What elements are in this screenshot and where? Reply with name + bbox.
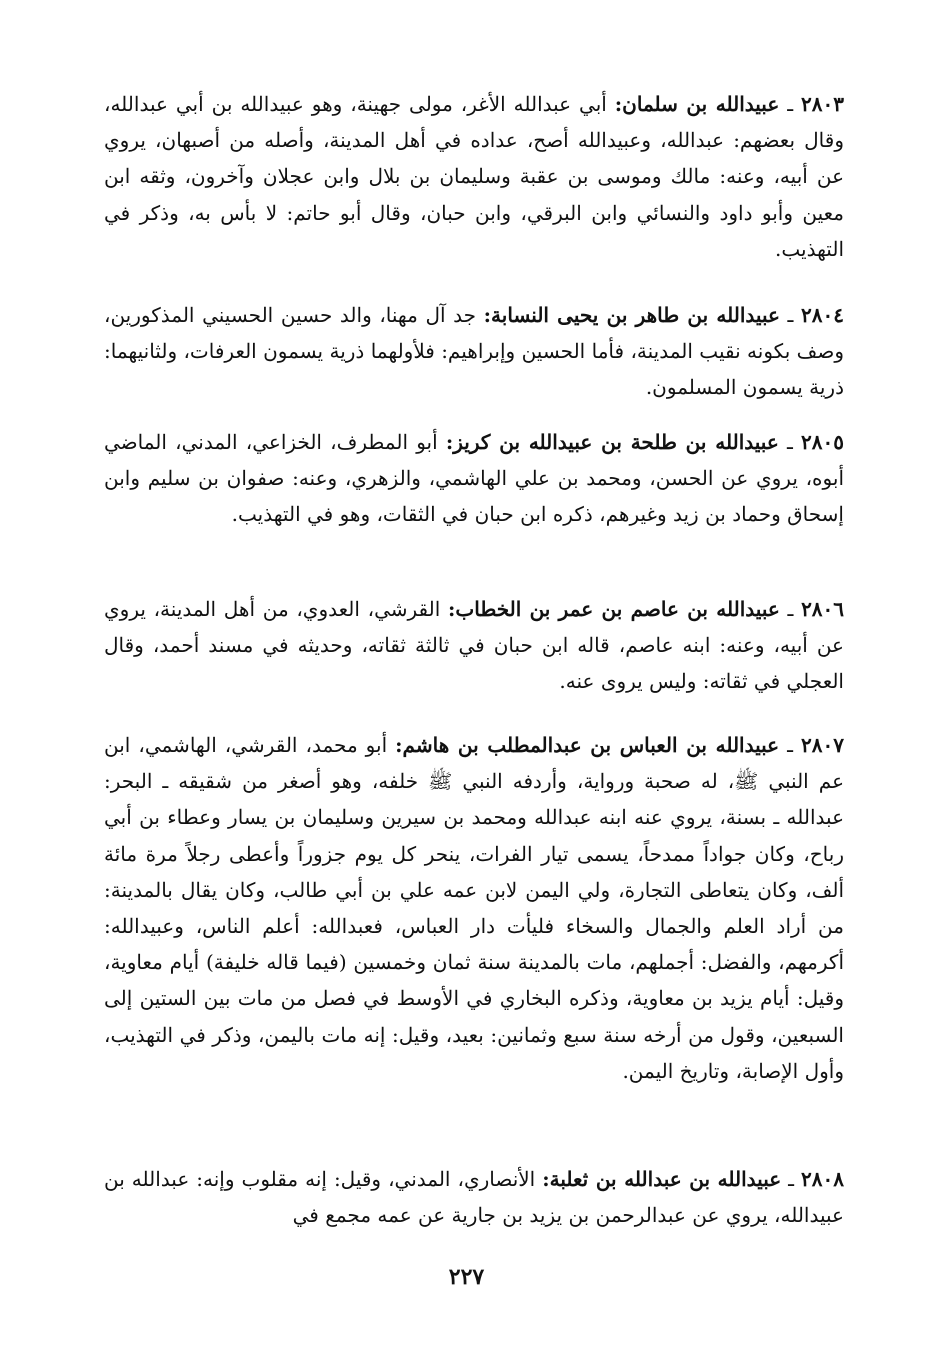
- page-number: ٢٢٧: [448, 1264, 485, 1290]
- entry-body: القرشي، العدوي، من أهل المدينة، يروي عن أبيه، وعنه: ابنه عاصم، قاله ابن حبان في ثالثة ثقاته، وحديثه في مسند أحمد، وقال العجلي في ثقاته: وليس يروى عنه.: [104, 597, 844, 694]
- entry-paragraph: ٢٨٠٨ ـ عبيدالله بن عبدالله بن ثعلبة: الأنصاري، المدني، وقيل: إنه مقلوب وإنه: عبدالله بن عبيدالله، يروي عن عبدالرحمن بن يزيد بن جارية عن عمه مجمع في: [104, 1167, 844, 1228]
- entry-number: ٢٨٠٣: [801, 92, 844, 116]
- entry-heading: عبيدالله بن العباس بن عبدالمطلب بن هاشم:: [395, 733, 780, 757]
- entry-heading: عبيدالله بن طاهر بن يحيى النسابة:: [483, 303, 780, 327]
- entry-heading: عبيدالله بن عاصم بن عمر بن الخطاب:: [448, 597, 780, 621]
- entry-body: الأنصاري، المدني، وقيل: إنه مقلوب وإنه: عبدالله بن عبيدالله، يروي عن عبدالرحمن بن يزيد بن جارية عن عمه مجمع في: [104, 1167, 844, 1228]
- entry-2804: [104, 297, 844, 406]
- entry-paragraph: ٢٨٠٥ ـ عبيدالله بن طلحة بن عبيدالله بن كريز: أبو المطرف، الخزاعي، المدني، الماضي أبوه، يروي عن الحسن، ومحمد بن علي الهاشمي، والزهري، وعنه: صفوان بن سليم وابن إسحاق وحماد بن زيد وغيرهم، ذكره ابن حبان في الثقات، وهو في التهذيب.: [104, 430, 844, 527]
- entry-2806: [104, 591, 844, 700]
- entry-number: ٢٨٠٤: [801, 303, 844, 327]
- entry-heading: عبيدالله بن سلمان:: [614, 92, 780, 116]
- entry-body: أبو محمد، القرشي، الهاشمي، ابن عم النبي ﷺ، له صحبة ورواية، وأردفه النبي ﷺ خلفه، وهو أصغر من شقيقه ـ البحر: عبدالله ـ بسنة، يروي عنه ابنه عبدالله ومحمد بن سيرين وسليمان بن يسار وعطاء بن أبي رباح، وكان جواداً ممدحاً، يسمى تيار الفرات، ينحر كل يوم جزوراً وأعطى رجلاً مرة مائة ألف، وكان يتعاطى التجارة، ولي اليمن لابن عمه علي بن أبي طالب، وكان يقال بالمدينة: من أراد العلم والجمال والسخاء فليأت دار العباس، فعبدالله: أعلم الناس، وعبيدالله: أكرمهم، والفضل: أجملهم، مات بالمدينة سنة ثمان وخمسين (فيما قاله خليفة) أيام معاوية، وقيل: أيام يزيد بن معاوية، وذكره البخاري في الأوسط في فصل من مات بين الستين إلى السبعين، وقول من أرخه سنة سبع وثمانين: بعيد، وقيل: إنه مات باليمن، وذكر في التهذيب، وأول الإصابة، وتاريخ اليمن.: [104, 733, 844, 1083]
- entry-number: ٢٨٠٧: [801, 733, 844, 757]
- entry-paragraph: ٢٨٠٣ ـ عبيدالله بن سلمان: أبي عبدالله الأغر، مولى جهينة، وهو عبيدالله بن أبي عبدالله، وقال بعضهم: عبدالله، وعبيدالله أصح، عداده في أهل المدينة، وأصله من أصبهان، يروي عن أبيه، وعنه: مالك وموسى بن عقبة وسليمان بن بلال وابن عجلان وآخرون، وثقه ابن معين وأبو داود والنسائي وابن البرقي، وابن حبان، وقال أبو حاتم: لا بأس به، وذكر في التهذيب.: [104, 92, 844, 261]
- entry-paragraph: ٢٨٠٤ ـ عبيدالله بن طاهر بن يحيى النسابة: جد آل مهنا، والد حسين الحسيني المذكورين، وصف بكونه نقيب المدينة، فأما الحسين وإبراهيم: فلأولهما ذرية يسمون العرفات، ولثانيهما: ذرية يسمون المسلمون.: [104, 303, 844, 400]
- entry-2805: [104, 424, 844, 533]
- entry-body: جد آل مهنا، والد حسين الحسيني المذكورين، وصف بكونه نقيب المدينة، فأما الحسين وإبراهيم: فلأولهما ذرية يسمون العرفات، ولثانيهما: ذرية يسمون المسلمون.: [104, 303, 844, 400]
- entry-2803: [104, 86, 844, 267]
- entry-body: أبي عبدالله الأغر، مولى جهينة، وهو عبيدالله بن أبي عبدالله، وقال بعضهم: عبدالله، وعبيدالله أصح، عداده في أهل المدينة، وأصله من أصبهان، يروي عن أبيه، وعنه: مالك وموسى بن عقبة وسليمان بن بلال وابن عجلان وآخرون، وثقه ابن معين وأبو داود والنسائي وابن البرقي، وابن حبان، وقال أبو حاتم: لا بأس به، وذكر في التهذيب.: [104, 92, 844, 261]
- entry-heading: عبيدالله بن طلحة بن عبيدالله بن كريز:: [445, 430, 779, 454]
- entry-number: ٢٨٠٥: [801, 430, 844, 454]
- entry-number: ٢٨٠٨: [801, 1167, 844, 1191]
- entry-number: ٢٨٠٦: [801, 597, 844, 621]
- entry-2808: [104, 1161, 844, 1233]
- entry-body: أبو المطرف، الخزاعي، المدني، الماضي أبوه، يروي عن الحسن، ومحمد بن علي الهاشمي، والزهري، وعنه: صفوان بن سليم وابن إسحاق وحماد بن زيد وغيرهم، ذكره ابن حبان في الثقات، وهو في التهذيب.: [104, 430, 844, 527]
- entry-paragraph: ٢٨٠٧ ـ عبيدالله بن العباس بن عبدالمطلب بن هاشم: أبو محمد، القرشي، الهاشمي، ابن عم النبي ﷺ، له صحبة ورواية، وأردفه النبي ﷺ خلفه، وهو أصغر من شقيقه ـ البحر: عبدالله ـ بسنة، يروي عنه ابنه عبدالله ومحمد بن سيرين وسليمان بن يسار وعطاء بن أبي رباح، وكان جواداً ممدحاً، يسمى تيار الفرات، ينحر كل يوم جزوراً وأعطى رجلاً مرة مائة ألف، وكان يتعاطى التجارة، ولي اليمن لابن عمه علي بن أبي طالب، وكان يقال بالمدينة: من أراد العلم والجمال والسخاء فليأت دار العباس، فعبدالله: أعلم الناس، وعبيدالله: أكرمهم، والفضل: أجملهم، مات بالمدينة سنة ثمان وخمسين (فيما قاله خليفة) أيام معاوية، وقيل: أيام يزيد بن معاوية، وذكره البخاري في الأوسط في فصل من مات بين الستين إلى السبعين، وقول من أرخه سنة سبع وثمانين: بعيد، وقيل: إنه مات باليمن، وذكر في التهذيب، وأول الإصابة، وتاريخ اليمن.: [104, 733, 844, 1083]
- entry-2807: [104, 727, 844, 1089]
- entry-paragraph: ٢٨٠٦ ـ عبيدالله بن عاصم بن عمر بن الخطاب: القرشي، العدوي، من أهل المدينة، يروي عن أبيه، وعنه: ابنه عاصم، قاله ابن حبان في ثالثة ثقاته، وحديثه في مسند أحمد، وقال العجلي في ثقاته: وليس يروى عنه.: [104, 597, 844, 694]
- entry-heading: عبيدالله بن عبدالله بن ثعلبة:: [542, 1167, 782, 1191]
